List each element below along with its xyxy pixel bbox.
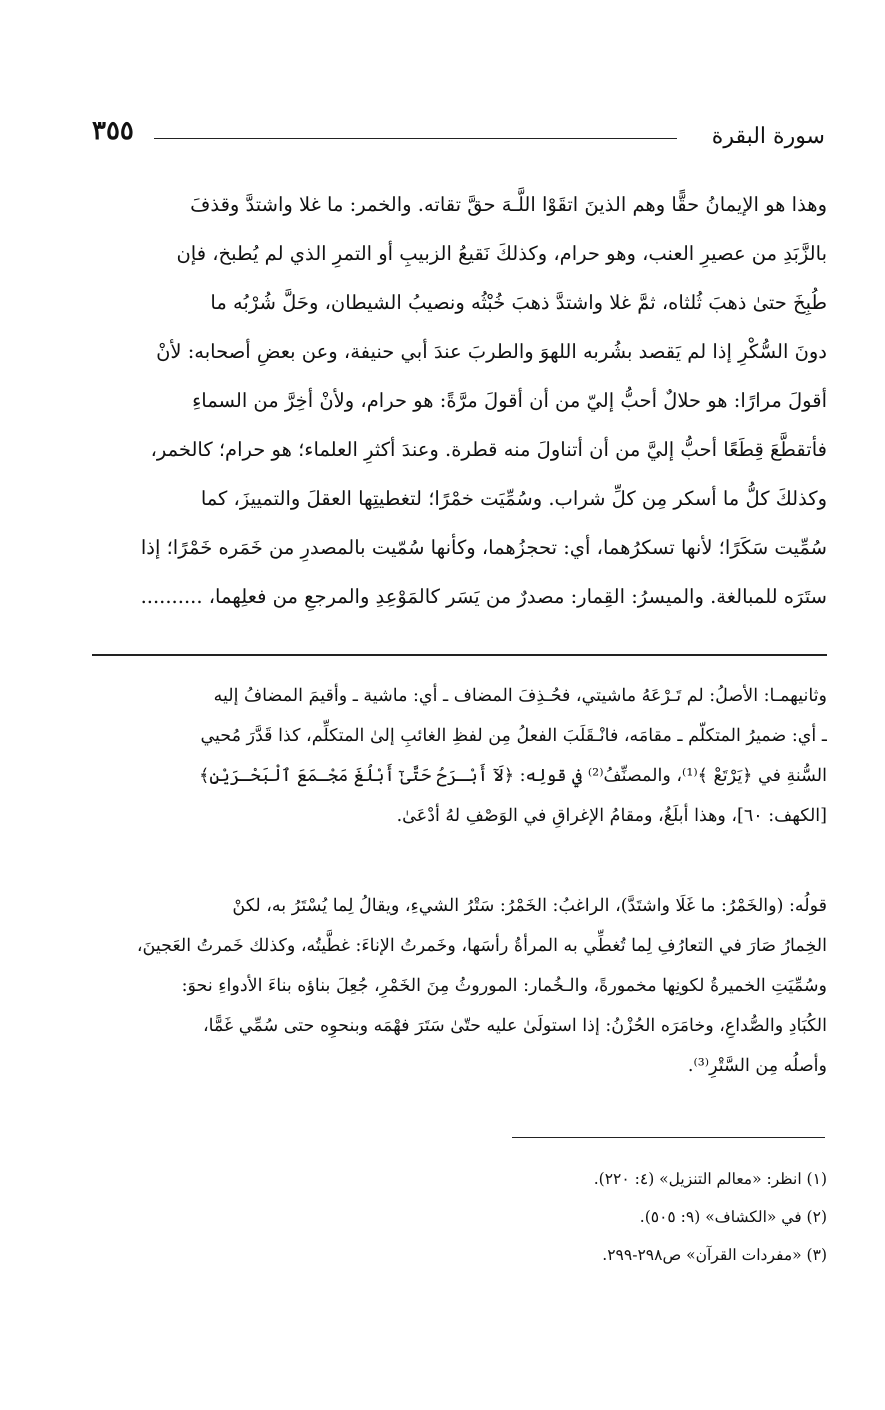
text-divider bbox=[92, 654, 827, 656]
main-line: طُبِخَ حتىٰ ذهبَ ثُلثاه، ثمَّ غلا واشتدَّ ذهبَ خُبْثُه ونصيبُ الشيطان، وحَلَّ شُرْبُه ما bbox=[210, 291, 827, 314]
commentary-line: قولُه: (والخَمْرُ: ما غَلَا واشتَدَّ)، الراغبُ: الخَمْرُ: سَتْرُ الشيءِ، ويقالُ لِما يُسْتَرُ به، لكنْ bbox=[232, 896, 827, 916]
main-line: سُمِّيت سَكَرًا؛ لأنها تسكرُهما، أي: تحجزُهما، وكأنها سُمّيت بالمصدرِ من خَمَره خَمْرًا؛ إذا bbox=[140, 536, 827, 559]
page-number: ٣٥٥ bbox=[92, 116, 134, 146]
footnote: (٣) «مفردات القرآن» ص٢٩٨-٢٩٩. bbox=[602, 1246, 827, 1264]
commentary-line: وثانيهمـا: الأصلُ: لم تَـرْعَهُ ماشيتي، فحُـذِفَ المضاف ـ أي: ماشية ـ وأقيمَ المضافُ إليه bbox=[213, 686, 827, 706]
main-line: أقولَ مرارًا: هو حلالٌ أحبُّ إليّ من أن أقولَ مرَّةً: هو حرام، ولأنْ أخِرَّ من السماءِ bbox=[192, 389, 827, 412]
footnote: (٢) في «الكشاف» (٩: ٥٠٥). bbox=[639, 1208, 827, 1226]
main-line: فأتقطَّعَ قِطَعًا أحبُّ إليَّ من أن أتناولَ منه قطرة. وعندَ أكثرِ العلماء؛ هو حرام؛ كالخمر، bbox=[150, 438, 827, 461]
main-line: دونَ السُّكْرِ إذا لم يَقصد بشُربه اللهوَ والطربَ عندَ أبي حنيفة، وعن بعضِ أصحابه: لأنْ bbox=[156, 340, 827, 363]
commentary-line: وأصلُه مِن السَّتْرِ⁽³⁾. bbox=[687, 1056, 827, 1076]
commentary-section-2 bbox=[92, 886, 827, 1086]
main-line: ستَرَه للمبالغة. والميسرُ: القِمار: مصدرٌ من يَسَر كالمَوْعِدِ والمرجعِ من فعلِهما، .......... bbox=[140, 585, 827, 608]
main-line: بالزَّبَدِ من عصيرِ العنب، وهو حرام، وكذلكَ نَقيعُ الزبيبِ أو التمرِ الذي لم يُطبخ، فإن bbox=[176, 242, 827, 265]
footnote-rule bbox=[512, 1137, 825, 1138]
footnotes bbox=[92, 1160, 827, 1274]
commentary-line: الكُبَادِ والصُّداعِ، وخامَرَه الحُزْنُ: إذا استولَىٰ عليه حتّىٰ سَتَرَ فهْمَه وبنحوِه حتى سُمِّي غَمًّا، bbox=[202, 1016, 827, 1036]
commentary-line: السُّنةِ في ﴿يَرْتَعْ ﴾⁽¹⁾، والمصنِّفُ⁽²⁾ في قولِه: ﴿لَآ أَبْـرَحُ حَتَّىٰٓ أَبْلُغَ مَجْـمَعَ ٱلْبَحْـرَيْنِ﴾ bbox=[199, 766, 827, 786]
running-header bbox=[92, 112, 825, 156]
footnote: (١) انظر: «معالم التنزيل» (٤: ٢٢٠). bbox=[593, 1170, 827, 1188]
header-rule bbox=[154, 138, 677, 139]
main-text bbox=[92, 180, 827, 621]
surah-title: سورة البقرة bbox=[711, 124, 825, 149]
commentary-line: ـ أي: ضميرُ المتكلّم ـ مقامَه، فانْـقَلَبَ الفعلُ مِن لفظِ الغائبِ إلىٰ المتكلِّم، كذا قَدَّرَ مُحيي bbox=[200, 726, 827, 746]
commentary-line: الخِمارُ صَارَ في التعارُفِ لِما تُغطِّي به المرأةُ رأسَها، وخَمرتُ الإناءَ: غطَّيتُه، وكذلك خَمرتُ العَجينَ، bbox=[136, 936, 827, 956]
commentary-line: وسُمِّيَتِ الخميرةُ لكونِها مخمورةً، والـخُمار: الموروثُ مِنَ الخَمْرِ، جُعِلَ بناؤه بناءَ الأدواءِ نحوَ: bbox=[181, 976, 827, 996]
commentary-line: [الكهف: ٦٠]، وهذا أبلَغُ، ومقامُ الإغراقِ في الوَصْفِ لهُ أدْعَىٰ. bbox=[396, 806, 827, 826]
main-line: وكذلكَ كلُّ ما أسكر مِن كلِّ شراب. وسُمِّيَت خمْرًا؛ لتغطيتِها العقلَ والتمييزَ، كما bbox=[200, 487, 827, 510]
main-line: وهذا هو الإيمانُ حقًّا وهم الذينَ اتقَوْا اللَّـهَ حقَّ تقاته. والخمر: ما غلا واشتدَّ وقذفَ bbox=[190, 193, 827, 216]
commentary-section bbox=[92, 676, 827, 836]
